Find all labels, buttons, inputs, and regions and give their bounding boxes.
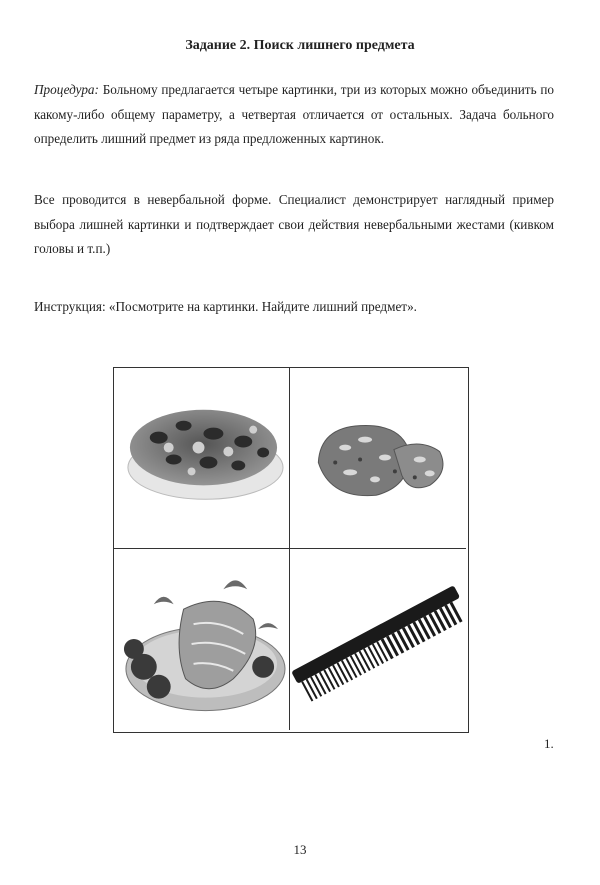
page-title: Задание 2. Поиск лишнего предмета [185, 38, 415, 53]
comb-icon [290, 549, 466, 730]
salad-plate-icon [114, 368, 289, 548]
nonverbal-paragraph: Все проводится в невербальной форме. Специалист демонстрирует наглядный пример выбора лишней картинки и подтверждает свои действия невербальными жестами (кивком головы и т.п.) [34, 192, 554, 257]
picture-grid [113, 367, 469, 733]
instruction-paragraph: Инструкция: «Посмотрите на картинки. Найдите лишний предмет». [34, 299, 417, 314]
procedure-text: Больному предлагается четыре картинки, три из которых можно объединить по какому-либо общему параметру, а четвертая отличается от остальных. Задача больного определить лишний предмет из ряда предложенных картинок. [34, 82, 554, 147]
page-number: 13 [293, 842, 307, 857]
figure-number: 1. [544, 736, 554, 751]
picture-fish [114, 549, 290, 730]
cookie-icon [290, 368, 466, 548]
fish-platter-icon [114, 549, 289, 730]
picture-cookie [290, 368, 466, 549]
picture-comb [290, 549, 466, 730]
procedure-paragraph [34, 78, 554, 152]
procedure-label: Процедура: [34, 82, 99, 97]
picture-salad [114, 368, 290, 549]
